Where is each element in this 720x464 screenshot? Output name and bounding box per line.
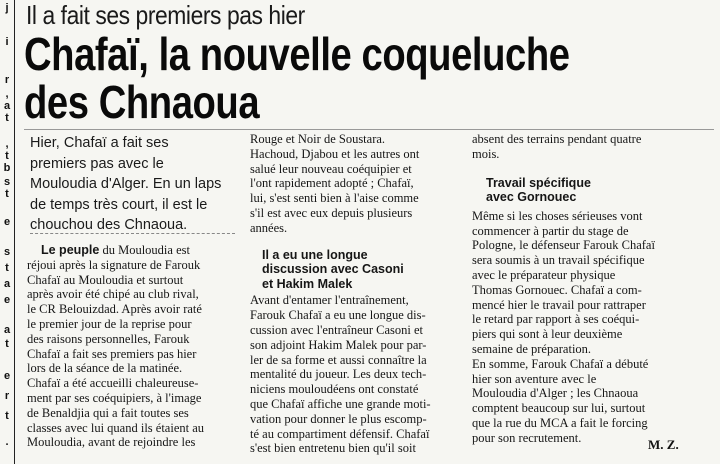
body-line: vation pour donner le plus escomp-: [250, 411, 427, 426]
author-signature: M. Z.: [648, 437, 679, 452]
body-line: le premier jour de la reprise pour: [27, 316, 192, 331]
body-line: des raisons personnelles, Farouk: [27, 331, 190, 346]
body-line: mentalité du joueur. Les deux tech-: [250, 367, 427, 382]
body-line: Chafaï a fait ses premiers pas hier: [27, 346, 197, 361]
body-column-2: [250, 132, 465, 456]
body-line: années.: [250, 220, 288, 235]
body-line: mencé hier le travail pour rattraper: [472, 297, 646, 312]
edge-letter: ,: [5, 88, 9, 100]
body-line: comptent beaucoup sur lui, surtout: [472, 401, 646, 416]
section-subhead: [250, 248, 465, 292]
body-line: Hachoud, Djabou et les autres ont: [250, 146, 420, 161]
body-line: avec le préparateur physique: [472, 267, 616, 282]
body-line: réjoui après la signature de Farouk: [27, 257, 201, 272]
body-line: salué leur nouveau coéquipier et: [250, 161, 412, 176]
body-line: Rouge et Noir de Soustara.: [250, 132, 386, 146]
body-line: niciens mouloudéens ont constaté: [250, 382, 419, 397]
headline-rule: [24, 129, 714, 130]
body-line: ment par ses coéquipiers, à l'image: [27, 390, 202, 405]
body-line: cussion avec l'entraîneur Casoni et: [250, 322, 424, 337]
edge-letter: t: [5, 150, 9, 162]
body-line: le retard par rapport à ses coéqui-: [472, 312, 640, 327]
edge-letter: s: [3, 176, 11, 188]
lead-line: de temps très court, il est le: [30, 196, 208, 213]
article-headline: [24, 30, 570, 126]
edge-letter: a: [3, 324, 11, 336]
body-line: [25, 243, 245, 258]
lead-word: Le peuple: [41, 243, 100, 257]
body-line: lui, s'est senti bien à l'aise comme: [250, 191, 419, 206]
edge-letter: a: [3, 100, 11, 112]
edge-letter: j: [5, 2, 9, 14]
body-line: que la rue du MCA a fait le forcing: [472, 415, 648, 430]
edge-letter: t: [5, 338, 9, 350]
body-line: hier son aventure avec le: [472, 371, 597, 386]
edge-letter: t: [5, 188, 9, 200]
body-line: Même si les choses sérieuses vont: [472, 208, 643, 223]
edge-letter: b: [3, 162, 11, 174]
adjacent-column-edge: [0, 0, 15, 464]
edge-letter: e: [3, 216, 11, 228]
subhead-line: et Hakim Malek: [262, 276, 353, 291]
lead-line: chouchou des Chnaoua.: [30, 217, 188, 233]
body-line: En somme, Farouk Chafaï a débuté: [472, 356, 649, 371]
body-line: sera soumis à un travail spécifique: [472, 253, 645, 268]
body-line: s'il est avec eux depuis plusieurs: [250, 205, 413, 220]
lead-line: Mouloudia d'Alger. En un laps: [30, 176, 222, 192]
body-line: son adjoint Hakim Malek pour par-: [250, 337, 427, 352]
body-line: absent des terrains pendant quatre: [472, 132, 642, 146]
body-line: Chafaï a été accueilli chaleureuse-: [27, 376, 199, 391]
body-line: Mouloudia d'Alger ; les Chnaoua: [472, 386, 639, 401]
edge-letter: r: [4, 74, 10, 86]
headline-line: des Chnaoua: [24, 76, 260, 128]
body-line: l'ont rapidement adopté ; Chafaï,: [250, 176, 414, 191]
body-line: de Benaldjia qui a fait toutes ses: [27, 405, 189, 420]
body-line: té au compartiment défensif. Chafaï: [250, 426, 430, 441]
body-line: lors de la séance de la matinée.: [27, 361, 183, 376]
edge-letter: t: [5, 410, 9, 422]
body-text: du Mouloudia est: [99, 243, 190, 257]
subhead-line: discussion avec Casoni: [262, 262, 404, 277]
body-line: Thomas Gornouec. Chafaï a com-: [472, 282, 642, 297]
body-line: Pologne, le défenseur Farouk Chafaï: [472, 238, 655, 253]
edge-letter: r: [4, 390, 10, 402]
lead-separator: [30, 233, 235, 234]
edge-letter: s: [3, 246, 11, 258]
body-line: Farouk Chafaï a eu une longue dis-: [250, 308, 426, 323]
body-line: piers qui sont à leur deuxième: [472, 327, 623, 342]
edge-letter: e: [3, 370, 11, 382]
body-line: le CR Belouizdad. Après avoir raté: [27, 302, 202, 317]
body-line: pour son recrutement.: [472, 430, 582, 445]
subhead-line: avec Gornouec: [486, 190, 577, 205]
edge-letter: t: [5, 112, 9, 124]
headline-line: Chafaï, la nouvelle coqueluche: [24, 28, 570, 80]
subhead-line: Il a eu une longue: [262, 247, 368, 262]
body-column-3: [472, 132, 712, 446]
edge-letter: i: [5, 36, 9, 48]
body-line: commencer à partir du stage de: [472, 223, 629, 238]
body-line: Mouloudia, avant de rejoindre les: [27, 435, 196, 450]
edge-letter: a: [3, 278, 11, 290]
edge-letter: t: [5, 262, 9, 274]
body-line: ler de sa forme et aussi connaître la: [250, 352, 427, 367]
lead-line: premiers pas avec le: [30, 155, 164, 172]
body-line: classes avec lui quand ils étaient au: [27, 420, 205, 435]
body-line: semaine de préparation.: [472, 341, 592, 356]
edge-letter: .: [5, 436, 9, 448]
subhead-line: Travail spécifique: [486, 175, 591, 190]
lead-line: Hier, Chafaï a fait ses: [30, 135, 169, 151]
edge-letter: e: [3, 294, 11, 306]
article-lead: [30, 133, 240, 236]
body-line: que Chafaï affiche une grande moti-: [250, 396, 431, 411]
body-line: s'est bien entretenu bien qu'il soit: [250, 441, 416, 456]
body-line: Chafaï au Mouloudia et surtout: [27, 272, 184, 287]
body-column-1: [25, 243, 245, 450]
body-line: Avant d'entamer l'entraînement,: [250, 293, 409, 308]
article-kicker: Il a fait ses premiers pas hier: [26, 0, 305, 30]
body-line: après avoir été chipé au club rival,: [27, 287, 199, 302]
edge-letter: ,: [5, 138, 9, 150]
body-line: mois.: [472, 146, 500, 161]
section-subhead: [472, 176, 712, 205]
